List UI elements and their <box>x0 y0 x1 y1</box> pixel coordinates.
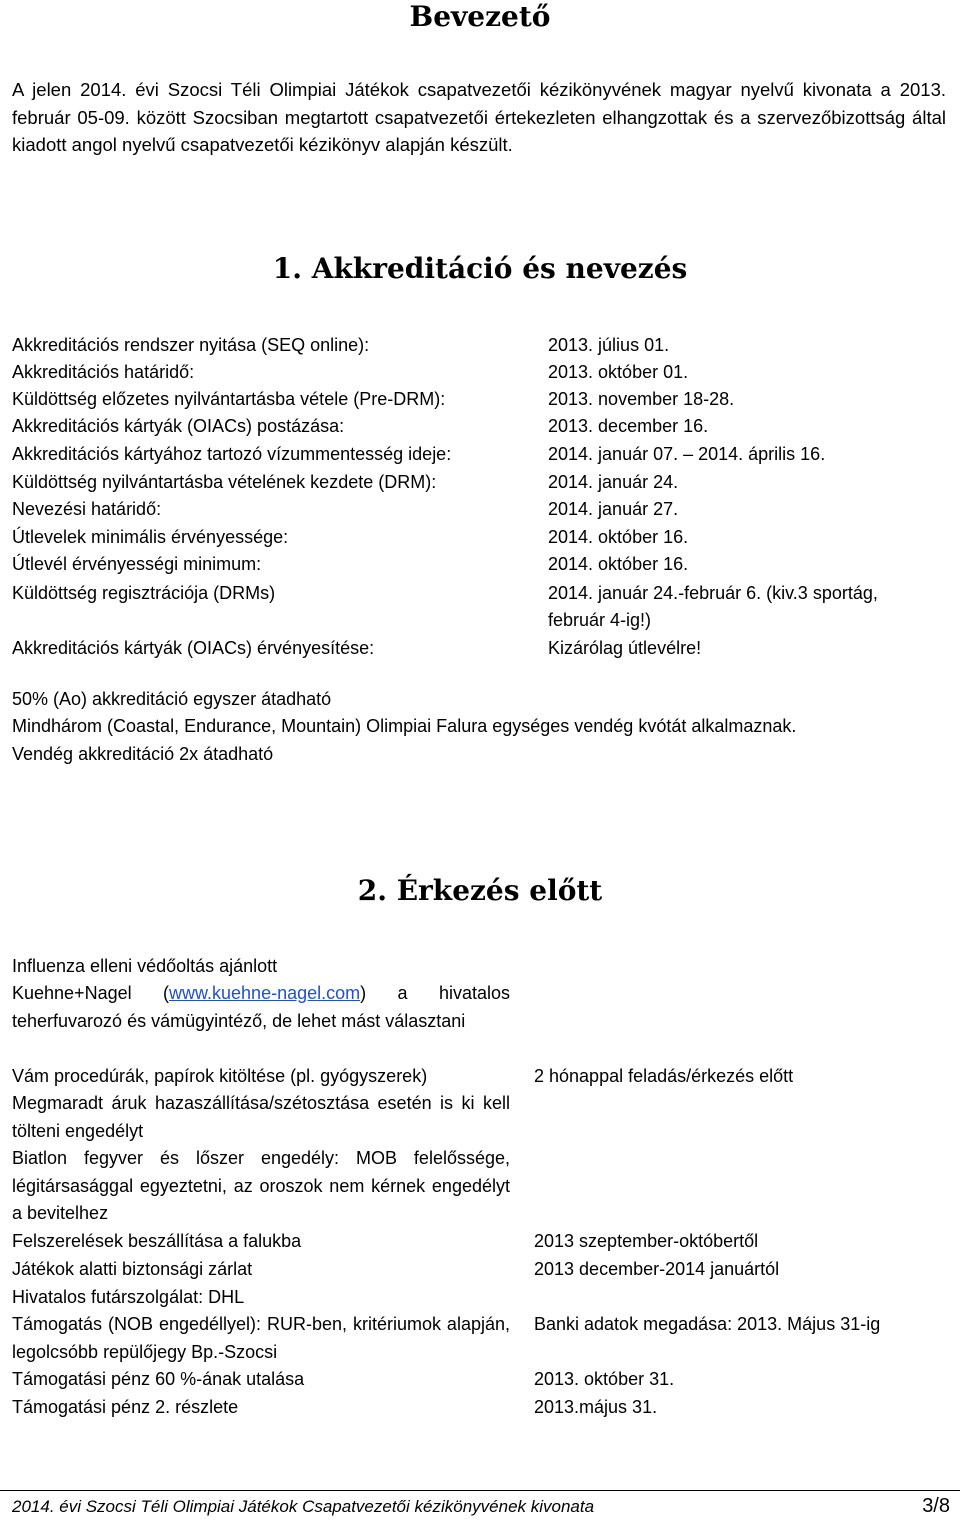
customs-value: 2 hónappal feladás/érkezés előtt <box>534 1066 794 1086</box>
section-2-heading: 2. Érkezés előtt <box>357 874 603 907</box>
schedule-value: 2014. január 24.-február 6. (kiv.3 sportág, <box>548 583 878 603</box>
security-value: 2013 december-2014 januártól <box>534 1259 780 1279</box>
schedule-value: 2013. október 01. <box>548 362 689 382</box>
schedule-label: Küldöttség regisztrációja (DRMs) <box>12 583 276 603</box>
schedule-label: Útlevelek minimális érvényessége: <box>12 527 289 547</box>
schedule-label: Útlevél érvényességi minimum: <box>12 554 262 574</box>
kuehne-nagel-link[interactable]: www.kuehne-nagel.com <box>169 983 361 1003</box>
section-1-heading: 1. Akkreditáció és nevezés <box>272 252 688 285</box>
kuehne-nagel-text: ) a hivatalos teherfuvarozó és vámügyintéző, de lehet mást választani <box>12 983 510 1031</box>
intro-paragraph: A jelen 2014. évi Szocsi Téli Olimpiai Játékok csapatvezetői kézikönyvének magyar nyelvű kivonata a 2013. február 05-09. között Szocsiban megtartott csapatvezetői értekezleten elhangzottak és a szervezőbizottság által kiadott angol nyelvű csapatvezetői kézikönyv alapján készült. <box>12 79 946 156</box>
kuehne-nagel-paragraph <box>12 980 510 1035</box>
schedule-label: Akkreditációs kártyák (OIACs) postázása: <box>12 416 345 436</box>
page-title: Bevezető <box>409 0 551 33</box>
schedule-value: 2013. december 16. <box>548 416 709 436</box>
goods-paragraph: Megmaradt áruk hazaszállítása/szétosztása esetén is ki kell tölteni engedélyt <box>12 1093 510 1141</box>
schedule-label: Akkreditációs kártyához tartozó vízummentesség ideje: <box>12 444 452 464</box>
schedule-value: 2014. január 07. – 2014. április 16. <box>548 444 826 464</box>
payment-60-label: Támogatási pénz 60 %-ának utalása <box>12 1369 305 1389</box>
customs-label: Vám procedúrák, papírok kitöltése (pl. gyógyszerek) <box>12 1066 428 1086</box>
note-line: Vendég akkreditáció 2x átadható <box>12 744 274 764</box>
schedule-value: 2014. január 24. <box>548 472 679 492</box>
schedule-value: 2014. január 27. <box>548 499 679 519</box>
schedule-value-continued: február 4-ig!) <box>548 610 652 630</box>
payment-2-label: Támogatási pénz 2. részlete <box>12 1397 239 1417</box>
kuehne-nagel-text: Kuehne+Nagel ( <box>12 983 170 1003</box>
support-paragraph: Támogatás (NOB engedéllyel): RUR-ben, kritériumok alapján, legolcsóbb repülőjegy Bp.-Szocsi <box>12 1314 510 1362</box>
courier-label: Hivatalos futárszolgálat: DHL <box>12 1287 245 1307</box>
footer-text: 2014. évi Szocsi Téli Olimpiai Játékok Csapatvezetői kézikönyvének kivonata <box>12 1497 595 1516</box>
schedule-value: 2014. október 16. <box>548 554 689 574</box>
payment-60-value: 2013. október 31. <box>534 1369 675 1389</box>
payment-2-value: 2013.május 31. <box>534 1397 658 1417</box>
support-value: Banki adatok megadása: 2013. Május 31-ig <box>534 1314 881 1334</box>
note-line: 50% (Ao) akkreditáció egyszer átadható <box>12 689 332 709</box>
equipment-label: Felszerelések beszállítása a falukba <box>12 1231 302 1251</box>
schedule-label: Akkreditációs határidő: <box>12 362 195 382</box>
equipment-value: 2013 szeptember-októbertől <box>534 1231 759 1251</box>
flu-note: Influenza elleni védőoltás ajánlott <box>12 956 278 976</box>
schedule-label: Küldöttség előzetes nyilvántartásba vétele (Pre-DRM): <box>12 389 446 409</box>
schedule-label: Akkreditációs rendszer nyitása (SEQ online): <box>12 335 370 355</box>
schedule-value: 2013. július 01. <box>548 335 670 355</box>
note-line: Mindhárom (Coastal, Endurance, Mountain) Olimpiai Falura egységes vendég kvótát alkalmaznak. <box>12 716 797 736</box>
schedule-value: 2014. október 16. <box>548 527 689 547</box>
schedule-value: 2013. november 18-28. <box>548 389 735 409</box>
schedule-label: Nevezési határidő: <box>12 499 162 519</box>
schedule-value: Kizárólag útlevélre! <box>548 638 702 658</box>
footer-divider <box>0 1490 960 1491</box>
security-label: Játékok alatti biztonsági zárlat <box>12 1259 253 1279</box>
biathlon-paragraph: Biatlon fegyver és lőszer engedély: MOB felelőssége, légitársasággal egyeztetni, az oroszok nem kérnek engedélyt a bevitelhez <box>12 1148 510 1223</box>
schedule-label: Küldöttség nyilvántartásba vételének kezdete (DRM): <box>12 472 437 492</box>
page-number: 3/8 <box>922 1495 950 1517</box>
schedule-label: Akkreditációs kártyák (OIACs) érvényesítése: <box>12 638 375 658</box>
